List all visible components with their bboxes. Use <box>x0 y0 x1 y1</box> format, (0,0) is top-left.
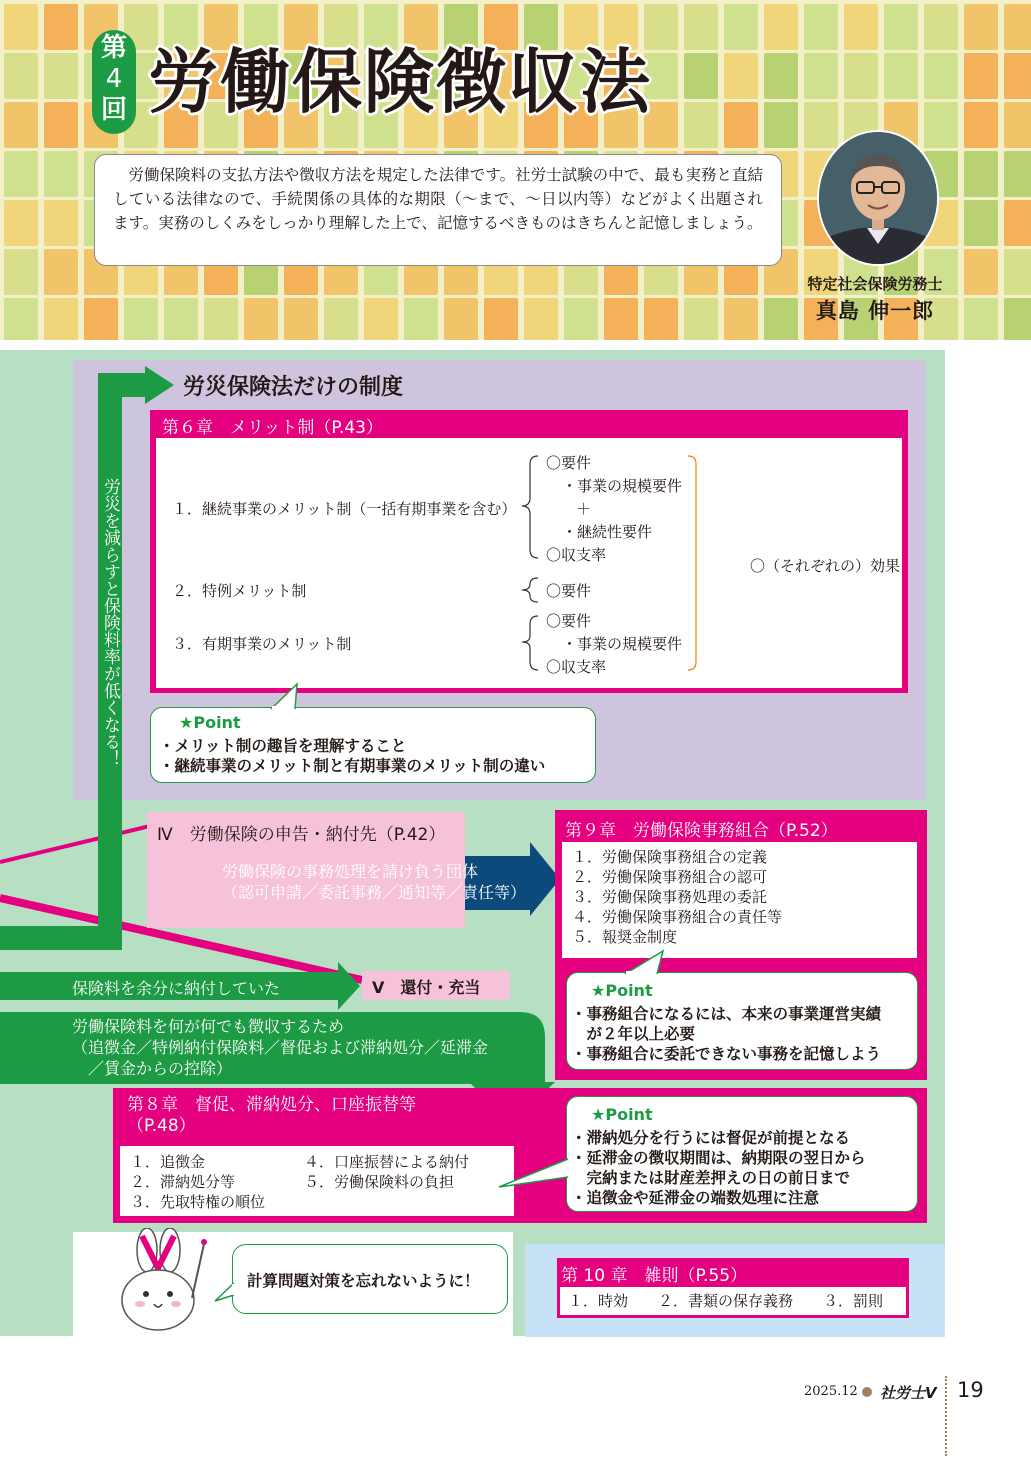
collect-arrow-text: 労働保険料を何が何でも徴収するため （追徴金／特例納付保険料／督促および滞納処分／延滞金 ／賃金からの控除） <box>72 1017 489 1078</box>
merit-item-2: ２．特例メリット制 <box>172 582 307 600</box>
refund-title: Ⅴ 還付・充当 <box>372 978 481 997</box>
point-line: ・追徴金や延滞金の端数処理に注意 <box>571 1189 820 1207</box>
merit-item-3: ３．有期事業のメリット制 <box>172 635 352 653</box>
merit-item-1: １．継続事業のメリット制（一括有期事業を含む） <box>172 500 517 518</box>
point-box-collection <box>566 1096 918 1212</box>
point-box-union <box>566 972 918 1070</box>
declaration-title: Ⅳ 労働保険の申告・納付先（P.42） <box>157 825 446 845</box>
point-line: ・事務組合になるには、本来の事業運営実績 <box>571 1005 882 1023</box>
vertical-arrow-text: 労災を減らすと保険料率が低くなる！ <box>100 478 120 767</box>
list-item: １．労働保険事務組合の定義 <box>572 848 768 866</box>
green-arrow-head <box>145 366 174 404</box>
chapter10-list <box>560 1287 906 1315</box>
speech-bubble <box>232 1244 508 1314</box>
list-item: ４．口座振替による納付 <box>304 1153 470 1171</box>
merit-effect: 〇（それぞれの）効果 <box>750 557 901 575</box>
section-title: 労災保険法だけの制度 <box>183 375 404 400</box>
point-line: ・継続事業のメリット制と有期事業のメリット制の違い <box>159 757 546 775</box>
page-number: 19 <box>957 1378 984 1402</box>
point-line: ・事務組合に委託できない事務を記憶しよう <box>571 1045 882 1063</box>
chapter6-heading: 第６章 メリット制（P.43） <box>162 418 383 438</box>
magazine-logo: 社労士V <box>880 1384 937 1402</box>
point-line: ・滞納処分を行うには督促が前提となる <box>571 1129 851 1147</box>
list-item: ５．報奨金制度 <box>572 928 678 946</box>
merit-requirements-2: 〇要件 <box>546 582 592 600</box>
author-name: 真島 伸一郎 <box>815 299 935 323</box>
connector-line <box>0 826 150 862</box>
point-line: が２年以上必要 <box>571 1025 696 1043</box>
rabbit-mascot-icon <box>112 1228 212 1336</box>
merit-requirements-3: 〇要件 ・事業の規模要件 〇収支率 <box>546 612 683 676</box>
point-heading: ★Point <box>591 1105 653 1124</box>
point-line: ・延滞金の徴収期間は、納期限の翌日から <box>571 1149 866 1167</box>
intro-text: 労働保険料の支払方法や徴収方法を規定した法律です。社労士試験の中で、最も実務と直結している法律なので、手続関係の具体的な期限（～まで、～日以内等）などがよく出題されます。実務のしくみをしっかり理解した上で、記憶するべきものはきちんと記憶しましょう。 <box>94 154 782 266</box>
list-item: ２．滞納処分等 <box>130 1173 236 1191</box>
speech-text: 計算問題対策を忘れないように！ <box>247 1272 480 1290</box>
point-line: ・メリット制の趣旨を理解すること <box>159 737 407 755</box>
chapter9-list <box>562 842 917 958</box>
point-line: 完納または財産差押えの日の前日まで <box>571 1169 851 1187</box>
badge-char: 回 <box>100 95 127 125</box>
author-role: 特定社会保険労務士 <box>807 275 943 293</box>
chapter8-list <box>120 1146 514 1216</box>
point-heading: ★Point <box>591 981 653 1000</box>
chapter8-heading: 第８章 督促、滞納処分、口座振替等 （P.48） <box>127 1095 416 1136</box>
list-item: ４．労働保険事務組合の責任等 <box>572 908 783 926</box>
list-item: １．追徴金 <box>130 1153 206 1171</box>
point-heading: ★Point <box>179 713 241 732</box>
list-item: １．時効 ２．書類の保存義務 ３．罰則 <box>568 1292 884 1310</box>
chapter10-heading: 第 10 章 雑則（P.55） <box>561 1266 748 1286</box>
chapter9-heading: 第９章 労働保険事務組合（P.52） <box>565 821 838 841</box>
page-title: 労働保険徴収法 <box>148 41 652 123</box>
list-item: ３．労働保険事務処理の委託 <box>572 888 768 906</box>
footer-divider <box>945 1376 947 1456</box>
merit-requirements-1: 〇要件 ・事業の規模要件 ＋ ・継続性要件 〇収支率 <box>546 454 683 564</box>
refund-arrow-head <box>338 962 360 1010</box>
refund-arrow-text: 保険料を余分に納付していた <box>72 979 281 998</box>
bullet-dot <box>862 1387 872 1397</box>
vertical-arrow-label-area <box>95 478 125 798</box>
badge-char: 第 <box>100 33 127 63</box>
list-item: ３．先取特権の順位 <box>130 1193 266 1211</box>
union-arrow-text: 労働保険の事務処理を請け負う団体 （認可申請／委託事務／通知等／責任等） <box>222 862 527 902</box>
point-box-merit <box>150 707 596 783</box>
list-item: ２．労働保険事務組合の認可 <box>572 868 768 886</box>
badge-number: 4 <box>105 64 123 94</box>
issue-date: 2025.12 <box>804 1384 858 1399</box>
list-item: ５．労働保険料の負担 <box>304 1173 455 1191</box>
